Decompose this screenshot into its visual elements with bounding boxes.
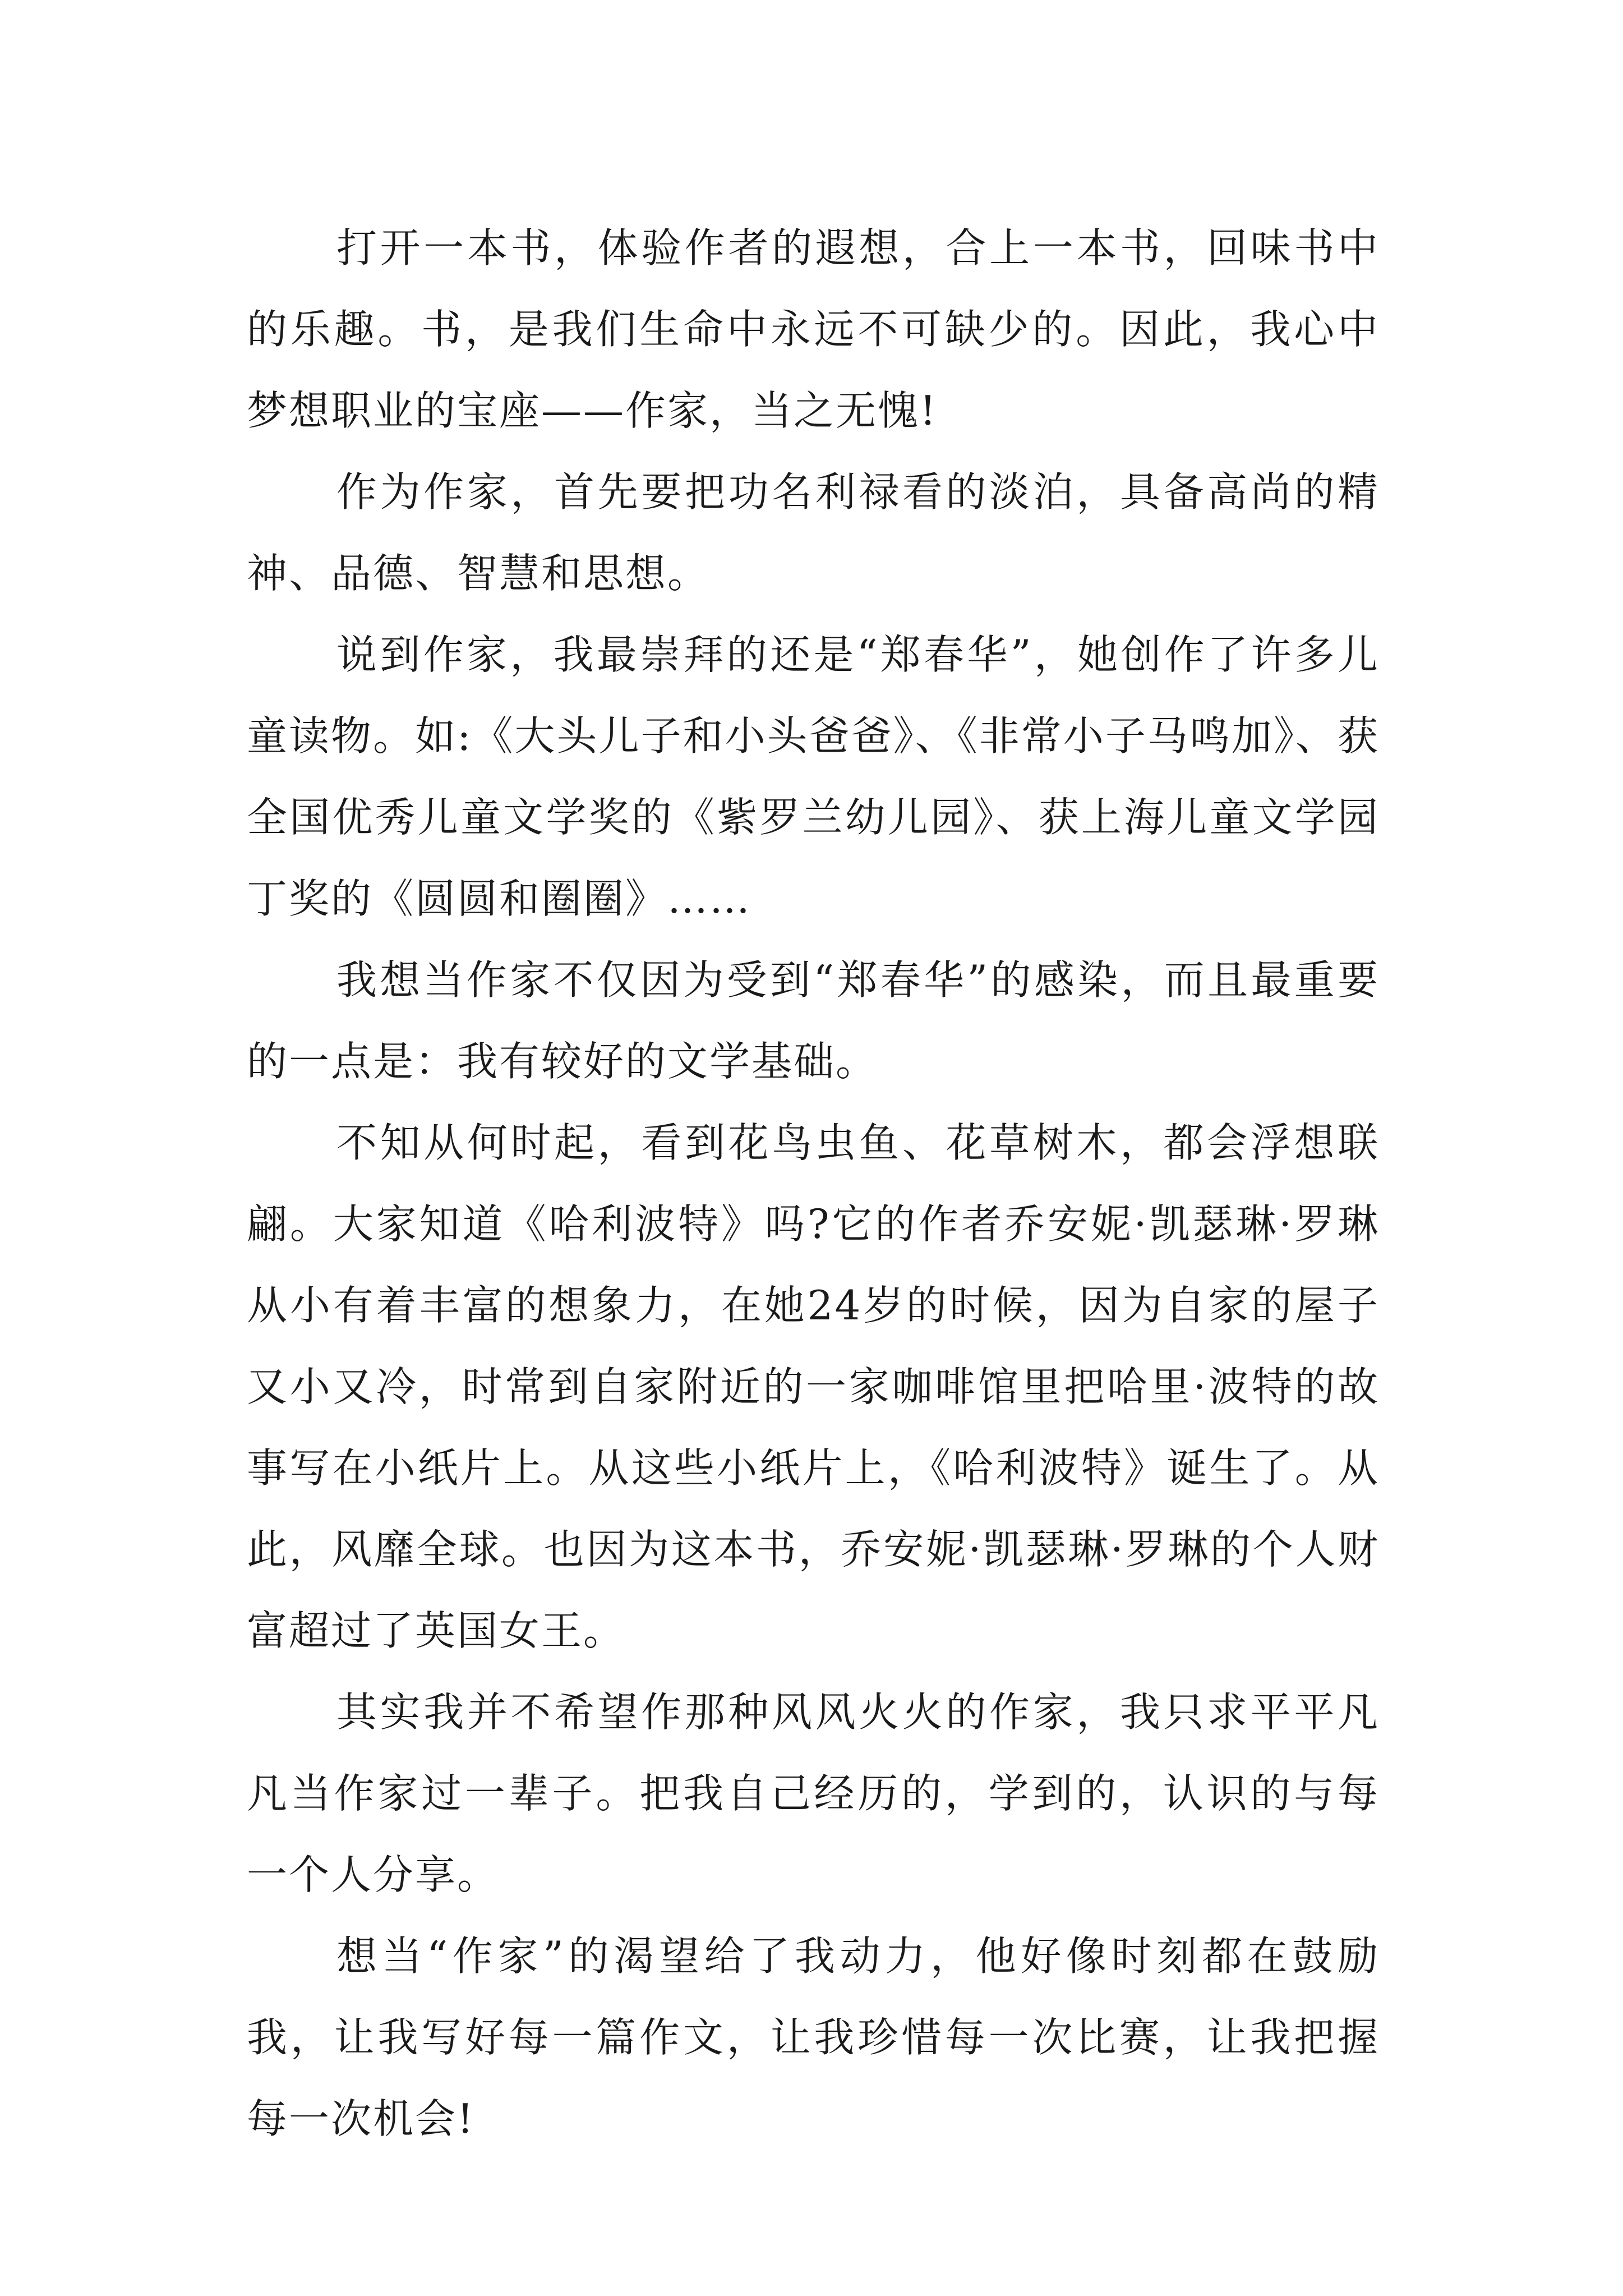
paragraph-5: 不知从何时起，看到花鸟虫鱼、花草树木，都会浮想联翩。大家知道《哈利波特》吗?它的作者乔安妮·凯瑟琳·罗琳从小有着丰富的想象力，在她24岁的时候，因为自家的屋子又小又冷，时常到自家附近的一家咖啡馆里把哈里·波特的故事写在小纸片上。从这些小纸片上，《哈利波特》诞生了。从此，风靡全球。也因为这本书，乔安妮·凯瑟琳·罗琳的个人财富超过了英国女王。	[247, 1119, 1380, 1654]
paragraph-7: 想当“作家”的渴望给了我动力，他好像时刻都在鼓励我，让我写好每一篇作文，让我珍惜每一次比赛，让我把握每一次机会!	[247, 1932, 1380, 2142]
paragraph-2: 作为作家，首先要把功名利禄看的淡泊，具备高尚的精神、品德、智慧和思想。	[247, 468, 1380, 597]
paragraph-1: 打开一本书，体验作者的遐想，合上一本书，回味书中的乐趣。书，是我们生命中永远不可缺少的。因此，我心中梦想职业的宝座——作家，当之无愧!	[247, 224, 1380, 434]
document-body	[247, 208, 1380, 2160]
paragraph-3: 说到作家，我最崇拜的还是“郑春华”，她创作了许多儿童读物。如:《大头儿子和小头爸爸》、《非常小子马鸣加》、获全国优秀儿童文学奖的《紫罗兰幼儿园》、获上海儿童文学园丁奖的《圆圆和圈圈》……	[247, 631, 1380, 922]
paragraph-4: 我想当作家不仅因为受到“郑春华”的感染，而且最重要的一点是：我有较好的文学基础。	[247, 956, 1380, 1085]
paragraph-6: 其实我并不希望作那种风风火火的作家，我只求平平凡凡当作家过一辈子。把我自己经历的，学到的，认识的与每一个人分享。	[247, 1688, 1380, 1898]
